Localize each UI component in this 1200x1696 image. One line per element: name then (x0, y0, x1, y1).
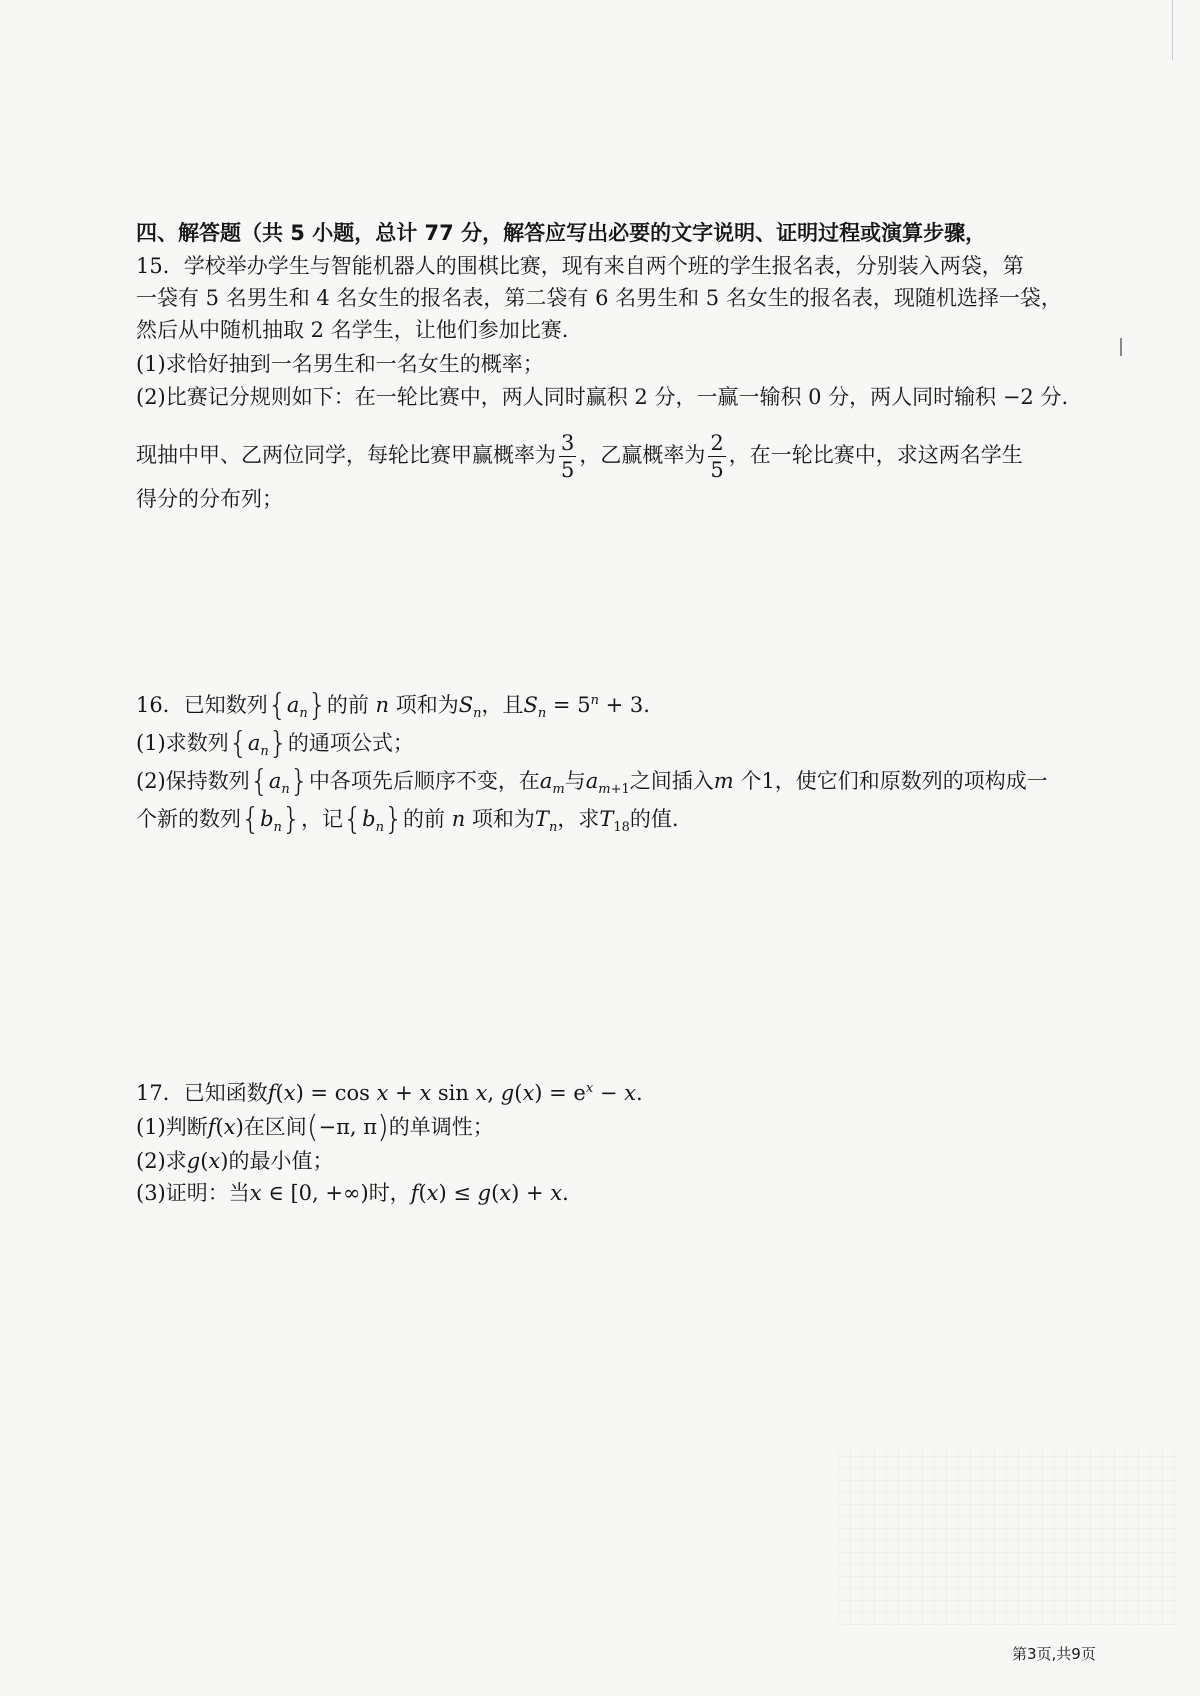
q15-text-b: ，乙赢概率为 (579, 443, 706, 467)
math-am: $a_m$ (539, 769, 565, 798)
math-T18: $T_{18}$ (599, 807, 630, 836)
q17-stem: 17．已知函数f(x) = cos x + x sin x, $g(x) = e^x - x$. (136, 1081, 643, 1105)
fraction-2-5: $\frac{2}{5}$ (710, 431, 724, 482)
scan-mark (1120, 338, 1122, 356)
math-gx: g(x) (186, 1149, 229, 1173)
q15-line1: 15．学校举办学生与智能机器人的围棋比赛，现有来自两个班的学生报名表，分别装入两袋，第 (136, 254, 1024, 278)
math-seq-b: $\{b_n\}$ (343, 802, 404, 837)
math-seq-a: $\{a_n\}$ (249, 764, 309, 799)
math-seq-b: $\{b_n\}$ (241, 802, 302, 837)
section-header: 四、解答题（共 5 小题，总计 77 分，解答应写出必要的文字说明、证明过程或演算步骤， (136, 221, 987, 245)
scan-edge-line (1172, 0, 1173, 60)
q16-part2-line2: 个新的数列$\{b_n\}$，记$\{b_n\}$的前 n 项和为$T_n$，求$T_{18}$的值. (136, 802, 679, 837)
scan-grid-artifact (838, 1445, 1178, 1625)
q15-text-c: ，在一轮比赛中，求这两名学生 (728, 443, 1023, 467)
q15-part2: (2)比赛记分规则如下：在一轮比赛中，两人同时赢积 2 分，一赢一输积 0 分，两人同时输积 −2 分. (136, 385, 1069, 409)
page-number: 第3页,共9页 (1012, 1645, 1096, 1663)
math-seq-a: $\{a_n\}$ (267, 688, 327, 723)
q17-part3: (3)证明：当x ∈ [0, +∞)时，f(x) ≤ g(x) + x. (136, 1181, 569, 1205)
math-inequality: f(x) ≤ g(x) + x (410, 1181, 563, 1205)
q15-line2: 一袋有 5 名男生和 4 名女生的报名表，第二袋有 6 名男生和 5 名女生的报名表，现随机选择一袋， (136, 286, 1062, 310)
q16-stem: 16．已知数列$\{a_n\}$的前 n 项和为$S_n$，且$S_n = 5^n + 3$. (136, 688, 650, 723)
fraction-3-5: $\frac{3}{5}$ (561, 431, 575, 482)
math-f-g-def: f(x) = cos x + x sin x, $g(x) = e^x - x$ (267, 1081, 636, 1105)
q15-part1: (1)求恰好抽到一名男生和一名女生的概率； (136, 352, 544, 376)
math-fx: f(x) (207, 1115, 244, 1139)
math-Tn: $T_n$ (534, 807, 558, 836)
math-Sn: $S_n$ (458, 693, 482, 722)
math-interval: (−π, π) (306, 1110, 389, 1145)
math-am1: $a_{m+1}$ (585, 769, 630, 798)
q17-part1: (1)判断f(x)在区间(−π, π)的单调性； (136, 1110, 494, 1145)
q17-part2: (2)求g(x)的最小值； (136, 1149, 334, 1173)
math-seq-a: $\{a_n\}$ (228, 726, 288, 761)
math-domain: x ∈ [0, +∞) (249, 1181, 369, 1205)
q15-text-a: 现抽中甲、乙两位同学，每轮比赛甲赢概率为 (136, 443, 556, 467)
q16-part1: (1)求数列$\{a_n\}$的通项公式； (136, 726, 414, 761)
q15-line3: 然后从中随机抽取 2 名学生，让他们参加比赛. (136, 318, 569, 342)
q16-part2: (2)保持数列$\{a_n\}$中各项先后顺序不变，在$a_m$与$a_{m+1}$之间插入m 个1，使它们和原数列的项构成一 (136, 764, 1048, 799)
math-Sn-formula: $S_n = 5^n + 3$ (523, 693, 644, 722)
q15-part2-line3: 得分的分布列； (136, 487, 283, 511)
q15-part2-line2 (136, 430, 1023, 483)
